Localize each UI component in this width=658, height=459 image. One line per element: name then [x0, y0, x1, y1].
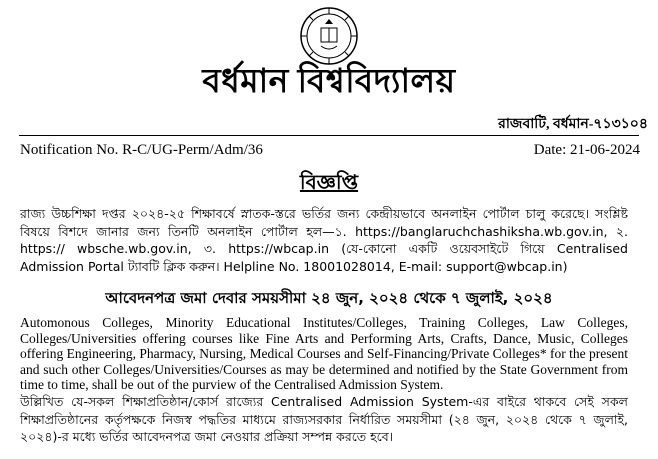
header-divider — [19, 135, 639, 136]
exemption-paragraph-bengali: উল্লিখিত যে-সকল শিক্ষাপ্রতিষ্ঠান/কোর্স রাজ্যের Centralised Admission System-এর বাইরে থাকবে সেই সকল শিক্ষাপ্রতিষ্ঠানের কর্তৃপক্ষকে নিজস্ব পদ্ধতির মাধ্যমে রাজ্যসরকার নির্ধারিত সময়সীমা (২৪ জুন, ২০২৪ থেকে ৭ জুলাই, ২০২৪)-র মধ্যে ভর্তির আবেদনপত্র জমা নেওয়ার প্রক্রিয়া সম্পন্ন করতে হবে। — [20, 394, 628, 444]
notification-date: Date: 21-06-2024 — [533, 142, 640, 158]
university-seal-icon — [299, 6, 359, 66]
application-deadline: আবেদনপত্র জমা দেবার সময়সীমা ২৪ জুন, ২০২৪ থেকে ৭ জুলাই, ২০২৪ — [105, 289, 553, 307]
notice-heading — [0, 168, 658, 201]
notification-number: Notification No. R-C/UG-Perm/Adm/36 — [20, 142, 263, 158]
portal-info-paragraph: রাজ্য উচ্চশিক্ষা দপ্তর ২০২৪-২৫ শিক্ষাবর্ষে স্নাতক-স্তরে ভর্তির জন্য কেন্দ্রীয়ভাবে অনলাইন পোর্টাল চালু করেছে। সংশ্লিষ্ট বিষয়ে বিশদে জানার জন্য তিনটি অনলাইন পোর্টাল হল—১. https://banglaruchchashiksha.wb.gov.in, ২. https:// wbsche.wb.gov.in, ৩. https://wbcap.in (যে-কোনো একটি ওয়েবসাইটে গিয়ে Centralised Admission Portal ট্যাবটি ক্লিক করুন। Helpline No. 18001028014, E-mail: support@wbcap.in) — [20, 206, 628, 274]
notice-heading-text: বিজ্ঞপ্তি — [299, 172, 359, 194]
university-address: রাজবাটি, বর্ধমান-৭১৩১০৪ — [498, 117, 648, 132]
university-name: বর্ধমান বিশ্ববিদ্যালয় — [202, 64, 456, 100]
exemption-paragraph-english: Automonous Colleges, Minority Educational Institutes/Colleges, Training Colleges, Law Colleges, Colleges/Universities offering courses like Fine Arts and Performing Arts, Crafts, Dance, Music, Colleges offering Engineering, Pharmacy, Nursing, Medical Courses and Self-Financing/Private Colleges* for the present and such other Colleges/Universities/Courses as may be determined and notified by the State Government from time to time, shall be out of the purview of the Centralised Admission System. — [20, 315, 628, 392]
